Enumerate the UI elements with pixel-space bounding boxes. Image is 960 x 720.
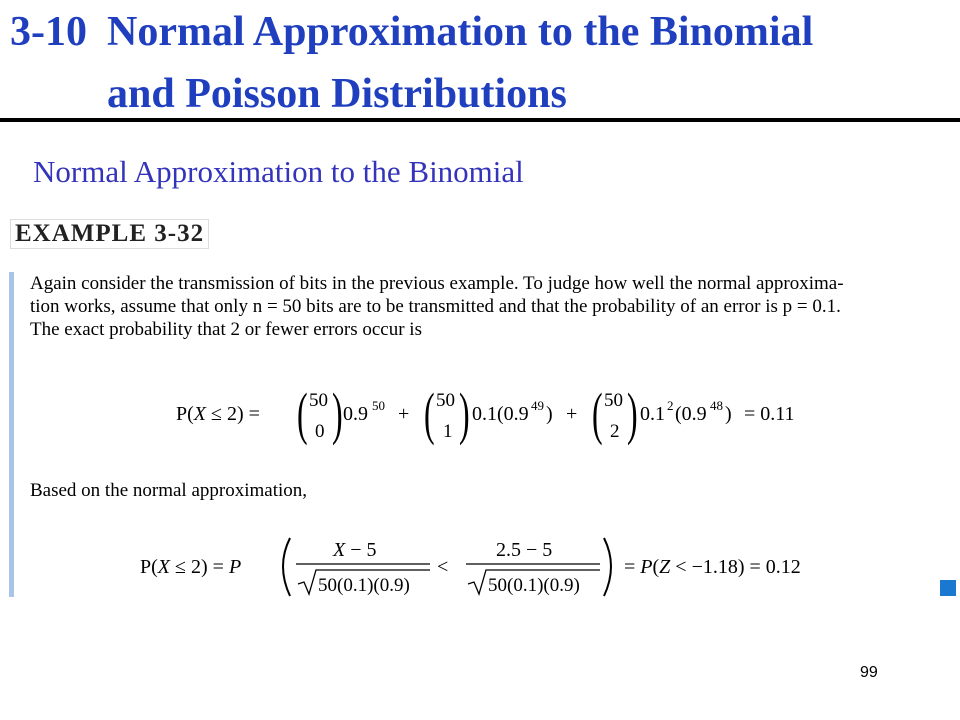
svg-text:(: ( [592,382,603,447]
slide-subtitle: Normal Approximation to the Binomial [33,154,524,189]
paragraph-line: Again consider the transmission of bits in the previous example. To judge how well the normal approxima- [30,273,844,294]
slide-title-line2: and Poisson Distributions [107,71,567,117]
svg-text:(: ( [424,382,435,447]
paragraph-line: The exact probability that 2 or fewer errors occur is [30,319,422,340]
svg-text:0.9: 0.9 [343,403,368,425]
svg-text:): ) [725,403,732,425]
svg-text:): ) [627,382,638,447]
svg-text:2.5 − 5: 2.5 − 5 [496,539,553,561]
svg-text:(: ( [297,382,308,447]
svg-text:50: 50 [604,390,623,411]
end-of-example-marker [940,580,956,596]
equation-exact [0,375,960,455]
svg-text:50(0.1)(0.9): 50(0.1)(0.9) [318,575,410,596]
svg-text:P(X ≤ 2) =: P(X ≤ 2) = [176,403,260,425]
example-paragraph [30,272,960,341]
title-divider [0,118,960,122]
svg-text:0: 0 [315,421,325,442]
svg-text:+: + [398,403,410,425]
svg-text:0.1(0.9: 0.1(0.9 [472,403,529,425]
paragraph-line: tion works, assume that only n = 50 bits are to be transmitted and that the probability of an error is p = 0.1. [30,296,841,317]
equation-normal [0,530,960,610]
example-label: EXAMPLE 3-32 [10,219,209,249]
svg-text:0.1: 0.1 [640,403,665,425]
normal-approx-intro: Based on the normal approximation, [30,480,308,501]
svg-text:): ) [546,403,553,425]
svg-text:<: < [437,556,449,578]
svg-text:+: + [566,403,578,425]
svg-text:50: 50 [309,390,328,411]
section-number: 3-10 [10,9,87,55]
svg-text:2: 2 [610,421,620,442]
svg-text:): ) [332,382,343,447]
slide-title-line1: Normal Approximation to the Binomial [107,9,814,55]
svg-text:48: 48 [710,398,723,413]
svg-text:X − 5: X − 5 [333,539,377,561]
svg-text:50: 50 [372,398,385,413]
svg-text:): ) [459,382,470,447]
svg-text:49: 49 [531,398,544,413]
svg-text:50(0.1)(0.9): 50(0.1)(0.9) [488,575,580,596]
svg-text:2: 2 [667,398,674,413]
svg-text:= 0.11: = 0.11 [744,403,795,425]
svg-text:1: 1 [443,421,453,442]
svg-text:= P(Z < −1.18) = 0.12: = P(Z < −1.18) = 0.12 [624,556,801,578]
page-number: 99 [860,664,878,681]
svg-text:(0.9: (0.9 [675,403,707,425]
svg-text:50: 50 [436,390,455,411]
svg-text:P(X ≤ 2) = P: P(X ≤ 2) = P [140,556,242,578]
